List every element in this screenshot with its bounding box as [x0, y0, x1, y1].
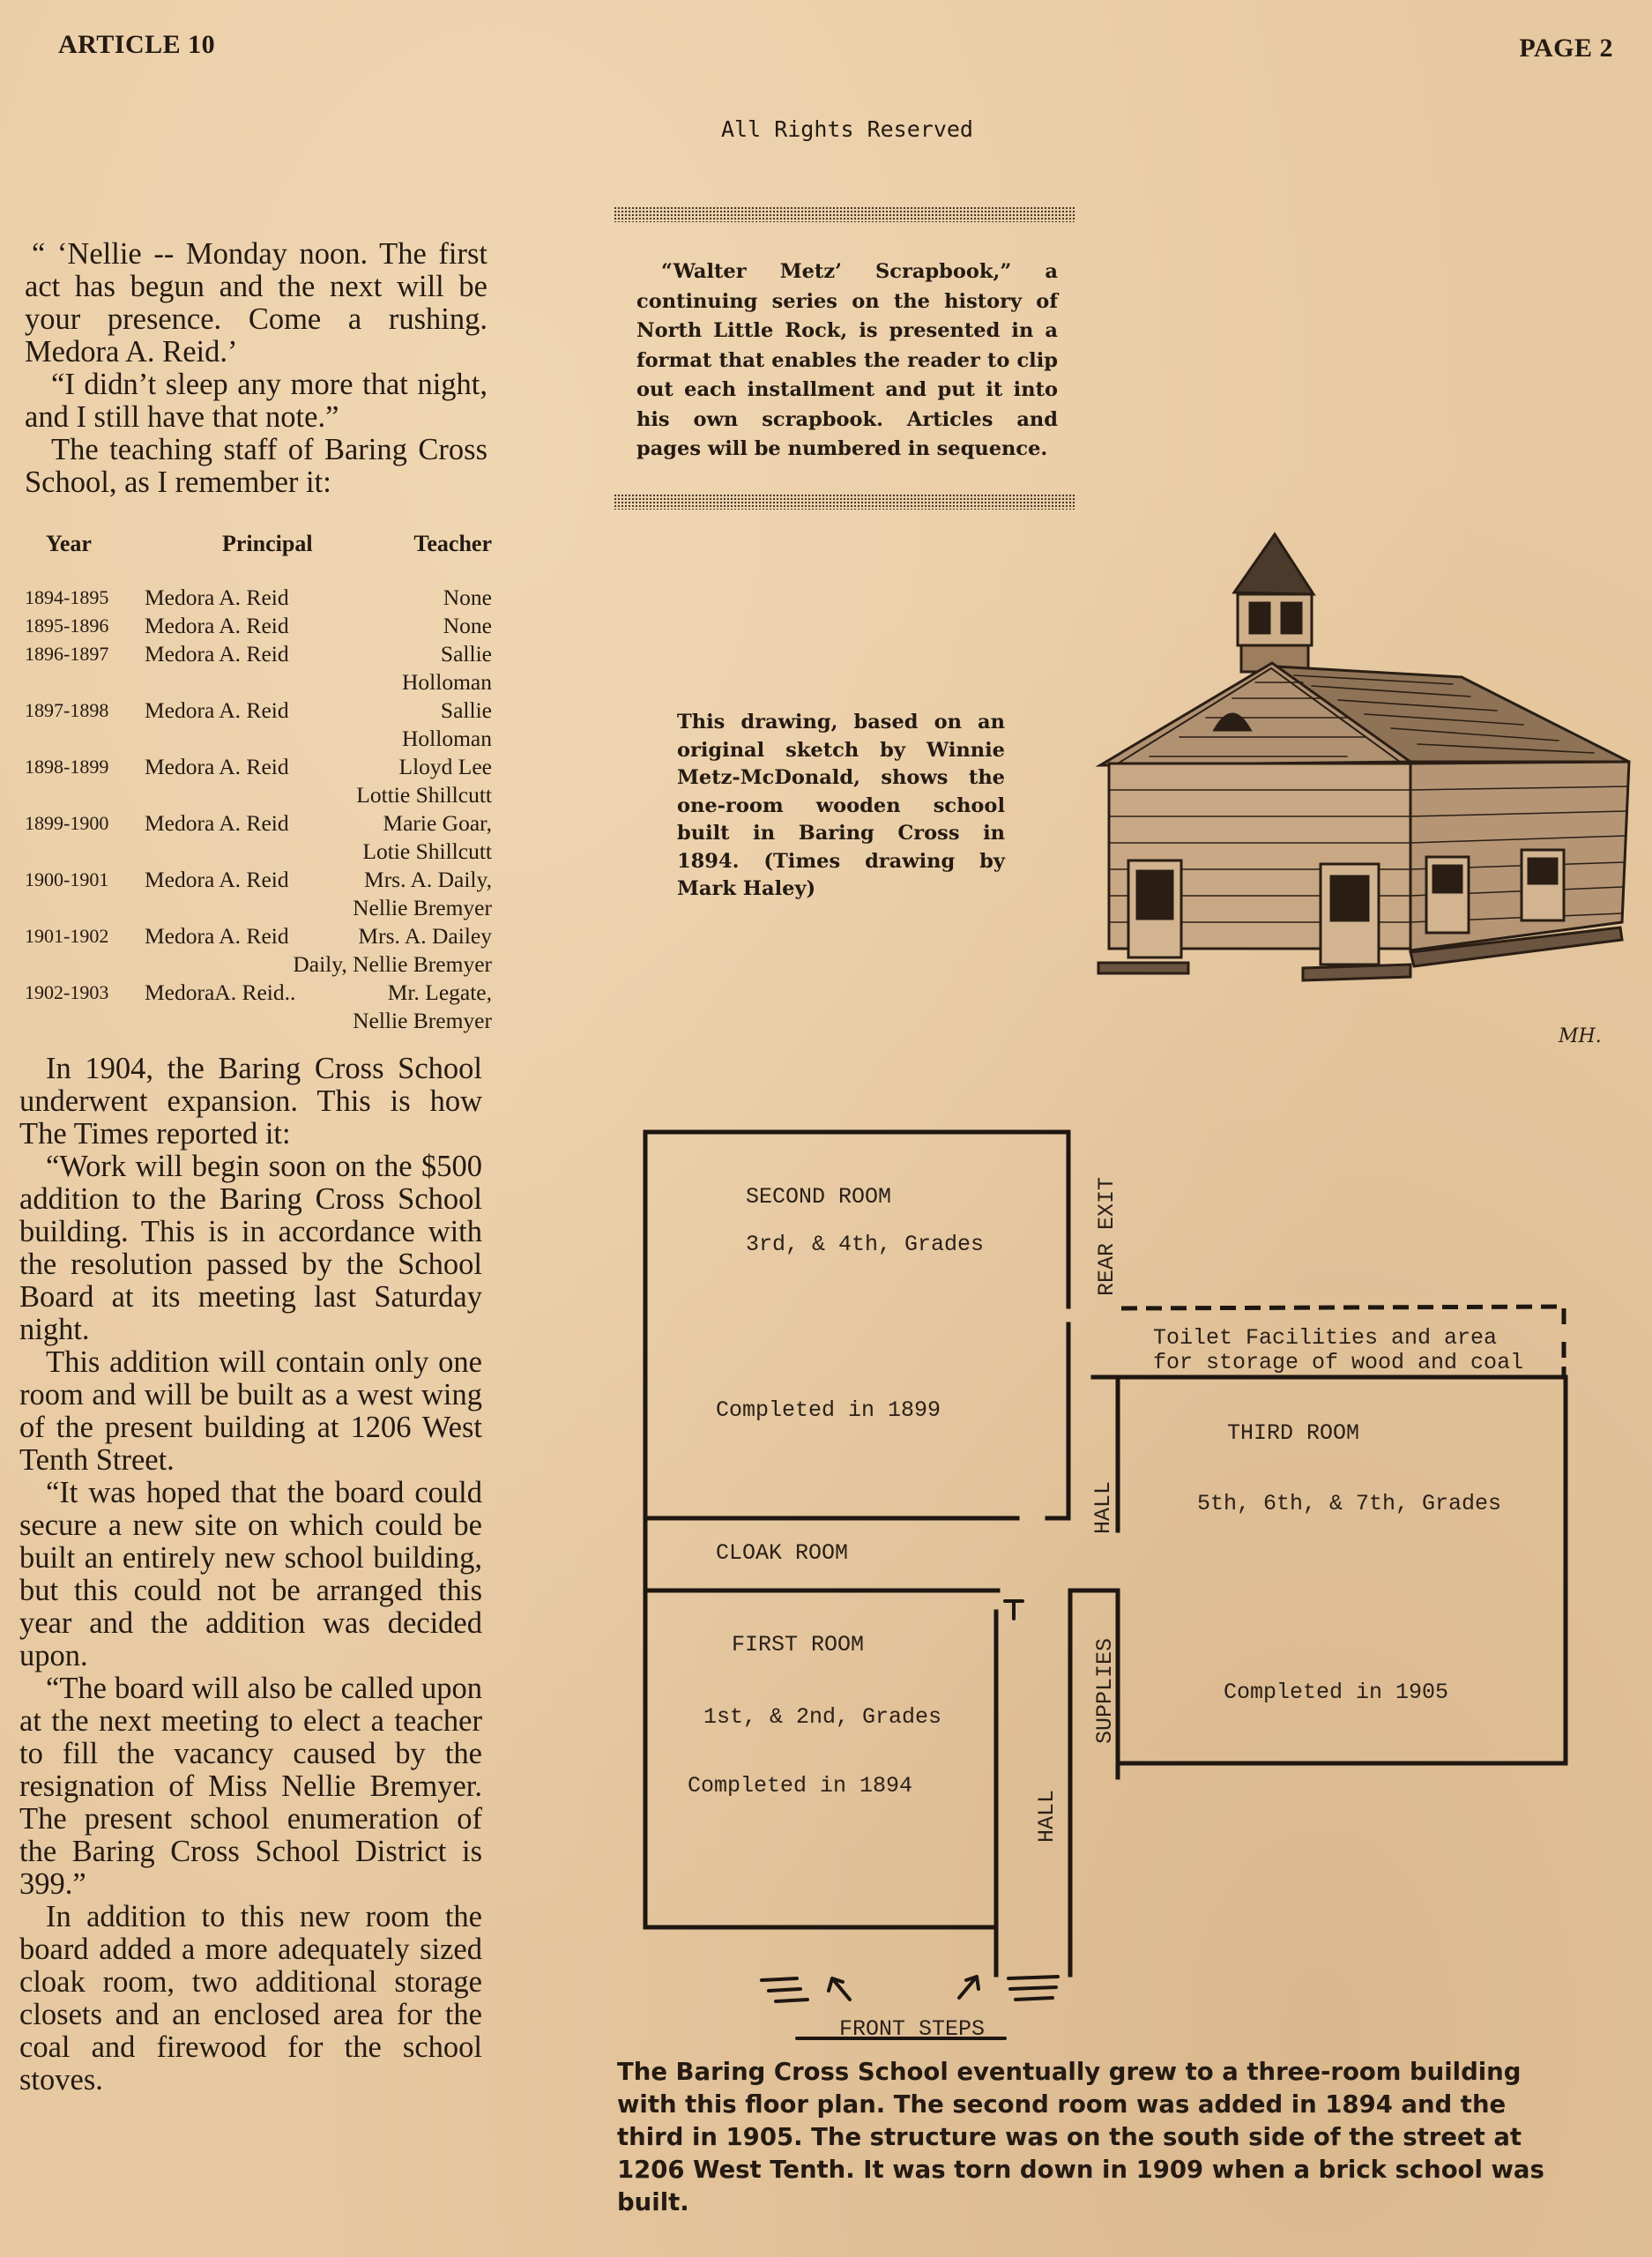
- row-teacher: [443, 584, 492, 612]
- row-principal: Medora A. Reid: [145, 867, 289, 892]
- dotted-rule-bottom: [614, 494, 1075, 510]
- teacher-line: Holloman: [402, 669, 492, 695]
- teacher-line: Daily, Nellie Bremyer: [293, 951, 492, 977]
- row-teacher: [353, 979, 492, 1035]
- teacher-line: Sallie: [440, 697, 492, 723]
- teacher-line: None: [443, 613, 492, 638]
- dotted-rule-top: [614, 206, 1075, 222]
- rear-exit-label: REAR EXIT: [1094, 1176, 1120, 1296]
- third-room-title: THIRD ROOM: [1227, 1420, 1360, 1446]
- table-row: [25, 753, 492, 809]
- body-paragraph: “It was hoped that the board could secure a new site on which could be built an entirely new school building, but this could not be arranged this year and the addition was decided upon.: [19, 1476, 482, 1672]
- header-year: Year: [46, 531, 92, 556]
- teacher-line: Mr. Legate,: [387, 980, 492, 1005]
- teacher-line: Lotie Shillcutt: [362, 838, 492, 864]
- row-year: 1898-1899: [25, 756, 109, 778]
- row-principal: MedoraA. Reid..: [145, 980, 296, 1005]
- row-teacher: [356, 753, 492, 809]
- row-year: 1902-1903: [25, 981, 109, 1003]
- series-info-text: “Walter Metz’ Scrapbook,” a continuing series on the history of North Little Rock, is presented in a format that enables the reader to clip out each installment and put it into his own scrapbook. Articles and pages will be numbered in sequence.: [636, 260, 1058, 460]
- body-paragraph: In 1904, the Baring Cross School underwent expansion. This is how The Times reported it:: [19, 1052, 482, 1151]
- teacher-line: Mrs. A. Dailey: [358, 923, 492, 949]
- row-principal: Medora A. Reid: [145, 641, 289, 667]
- table-row: [25, 584, 492, 612]
- supplies-label: SUPPLIES: [1092, 1637, 1118, 1744]
- row-year: 1900-1901: [25, 868, 109, 890]
- teacher-line: Nellie Bremyer: [353, 895, 492, 920]
- table-row: [25, 696, 492, 753]
- row-year: 1899-1900: [25, 812, 109, 834]
- page-number: PAGE 2: [1519, 34, 1613, 63]
- left-column-bottom: [19, 1053, 482, 2097]
- floor-plan-diagram: [617, 1111, 1587, 2063]
- second-room-grades: 3rd, & 4th, Grades: [746, 1232, 985, 1257]
- toilet-label-2: for storage of wood and coal: [1153, 1350, 1524, 1375]
- rights-notice: All Rights Reserved: [721, 116, 973, 142]
- teacher-line: Sallie: [440, 641, 492, 667]
- toilet-label-1: Toilet Facilities and area: [1153, 1325, 1498, 1351]
- row-year: 1896-1897: [25, 643, 109, 665]
- schoolhouse-illustration: [1083, 525, 1647, 1054]
- table-row: [25, 640, 492, 696]
- table-row: [25, 979, 492, 1035]
- front-steps-label: FRONT STEPS: [839, 2016, 986, 2042]
- table-row: [25, 866, 492, 922]
- row-teacher: [353, 866, 492, 922]
- row-principal: Medora A. Reid: [145, 923, 289, 949]
- row-year: 1894-1895: [25, 586, 109, 608]
- article-number: ARTICLE 10: [58, 30, 216, 59]
- row-principal: Medora A. Reid: [145, 613, 289, 638]
- body-paragraph: This addition will contain only one room and will be built as a west wing of the present building at 1206 West Tenth Street.: [19, 1345, 482, 1477]
- row-teacher: [402, 640, 492, 696]
- row-year: 1901-1902: [25, 925, 109, 947]
- artist-signature: MH.: [1559, 1025, 1602, 1047]
- cloak-room-label: CLOAK ROOM: [716, 1540, 849, 1566]
- second-room-completed: Completed in 1899: [716, 1397, 941, 1423]
- row-principal: Medora A. Reid: [145, 585, 289, 610]
- floor-plan-caption: The Baring Cross School eventually grew to a three-room building with this floor plan. The second room was added in 1894 and the third in 1905. The structure was on the south side of the street at 1206 West Tenth. It was torn down in 1909 when a brick school was built.: [617, 2058, 1544, 2216]
- teacher-line: Mrs. A. Daily,: [364, 867, 492, 892]
- header-teacher: Teacher: [413, 531, 492, 556]
- row-year: 1897-1898: [25, 699, 109, 721]
- series-info-box: [614, 206, 1075, 511]
- left-column-top: [25, 238, 487, 499]
- header-principal: Principal: [222, 531, 313, 556]
- teacher-line: Nellie Bremyer: [353, 1008, 492, 1033]
- teacher-line: Lottie Shillcutt: [356, 782, 492, 808]
- third-room-grades: 5th, 6th, & 7th, Grades: [1197, 1491, 1502, 1516]
- row-teacher: [402, 696, 492, 753]
- first-room-grades: 1st, & 2nd, Grades: [703, 1704, 942, 1730]
- row-year: 1895-1896: [25, 615, 109, 637]
- staff-table-body: [25, 584, 492, 1035]
- drawing-caption: This drawing, based on an original sketch by Winnie Metz-McDonald, shows the one-room wooden school built in Baring Cross in 1894. (Times drawing by Mark Haley): [677, 711, 1005, 900]
- first-room-title: FIRST ROOM: [732, 1632, 865, 1657]
- staff-table: [25, 531, 492, 1035]
- first-room-completed: Completed in 1894: [688, 1773, 913, 1799]
- table-row: [25, 809, 492, 866]
- staff-table-header: [25, 531, 492, 561]
- table-row: [25, 922, 492, 979]
- body-paragraph: “The board will also be called upon at the next meeting to elect a teacher to fill the vacancy caused by the resignation of Miss Nellie Bremyer. The present school enumeration of the Baring Cross School District is 399.”: [19, 1672, 482, 1901]
- teacher-line: Lloyd Lee: [398, 754, 492, 779]
- teacher-line: Marie Goar,: [383, 810, 492, 836]
- row-teacher: [362, 809, 492, 866]
- row-teacher: [293, 922, 492, 979]
- body-paragraph: “I didn’t sleep any more that night, and I still have that note.”: [25, 368, 487, 434]
- teacher-line: Holloman: [402, 726, 492, 751]
- table-row: [25, 612, 492, 640]
- third-room-completed: Completed in 1905: [1224, 1680, 1449, 1705]
- hall-label-lower: HALL: [1034, 1789, 1060, 1843]
- teacher-line: None: [443, 585, 492, 610]
- row-principal: Medora A. Reid: [145, 697, 289, 723]
- row-principal: Medora A. Reid: [145, 810, 289, 836]
- body-paragraph: “Work will begin soon on the $500 addition to the Baring Cross School building. This is in accordance with the resolution passed by the School Board at its meeting last Saturday night.: [19, 1150, 482, 1346]
- row-teacher: [443, 612, 492, 640]
- body-paragraph: In addition to this new room the board added a more adequately sized cloak room, two additional storage closets and an enclosed area for the coal and firewood for the school stoves.: [19, 1900, 482, 2097]
- hall-label-upper: HALL: [1090, 1480, 1116, 1534]
- body-paragraph: “ ‘Nellie -- Monday noon. The first act has begun and the next will be your presence. Come a rushing. Medora A. Reid.’: [25, 237, 487, 369]
- body-paragraph: The teaching staff of Baring Cross School, as I remember it:: [25, 433, 487, 499]
- row-principal: Medora A. Reid: [145, 754, 289, 779]
- second-room-title: SECOND ROOM: [746, 1184, 892, 1210]
